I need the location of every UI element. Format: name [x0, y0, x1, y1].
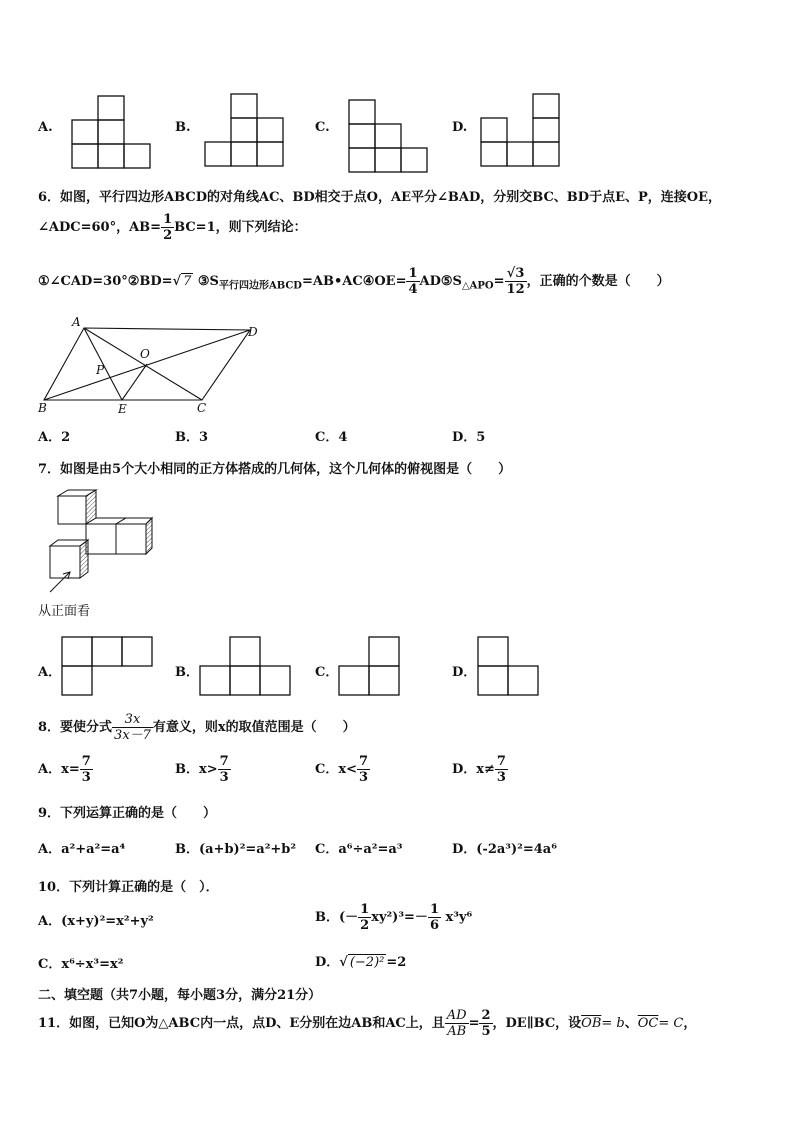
q6-point-o: O [140, 347, 150, 361]
q10-option-b: B．(－ $\frac{1}{2}$ xy²)³=－ $\frac{1}{6}$ x³y⁶ [315, 902, 473, 933]
q9-option-b: B．(a+b)²=a²+b² [175, 842, 297, 857]
q8-stem: 8．要使分式 $\frac{3x}{3x-7}$ 有意义，则x的取值范围是（ ） [38, 712, 356, 743]
q11-stem: 11．如图，已知O为△ABC内一点，点D、E分别在边AB和AC上，且 $\frac{AD}{AB}$ = $\frac{2}{5}$ ，DE∥BC，设$\overline{OB}= b$、$\overline{OC}= C$， [38, 1008, 697, 1039]
q11-vector-oc: $\overline{OC}$ [637, 1016, 659, 1031]
q5-option-a-label: A. [38, 120, 53, 135]
q6-point-p: P [96, 363, 105, 377]
q10-d-radicand: (−2)² [349, 955, 385, 970]
q6-apo-fraction: $\frac{√3}{12}$ [506, 266, 525, 297]
section-2-heading: 二、填空题（共7小题，每小题3分，满分21分） [38, 988, 322, 1003]
q6-conclusion-3: ③S [197, 274, 219, 289]
q9-option-d: D．(-2a³)²=4a⁶ [452, 842, 557, 857]
q6-point-e: E [118, 402, 127, 416]
q6-point-b: B [38, 401, 47, 415]
q11-vector-ob: $\overline{OB}$ [581, 1016, 602, 1031]
q8-option-c: C．x< $\frac{7}{3}$ [315, 754, 369, 785]
q6-ab-fraction: $\frac{1}{2}$ [163, 212, 173, 243]
q6-stem-line1: 6．如图，平行四边形ABCD的对角线AC、BD相交于点O，AE平分∠BAD，分别交BC、BD于点E、P，连接OE， [38, 190, 721, 205]
q7-option-a-figure [61, 636, 155, 700]
q6-s-subscript-abcd: 平行四边形ABCD [218, 280, 302, 292]
q7-option-a-label: A． [38, 665, 62, 680]
q6-line2-text: ∠ADC=60°，AB= [38, 220, 162, 235]
q6-option-b: B．3 [175, 430, 209, 445]
q6-point-a: A [72, 315, 81, 329]
q7-option-d-figure [477, 636, 543, 700]
q7-option-d-label: D． [452, 665, 477, 680]
q6-option-a: A．2 [38, 430, 71, 445]
q10-option-a: A．(x+y)²=x²+y² [38, 914, 154, 929]
q5-option-c-figure [349, 98, 429, 174]
q8-option-a: A．x= $\frac{7}{3}$ [38, 754, 91, 785]
q7-option-c-label: C． [315, 665, 339, 680]
q5-option-c-label: C. [315, 120, 330, 135]
q8-option-d: D．x≠ $\frac{7}{3}$ [452, 754, 506, 785]
q9-option-a: A．a²+a²=a⁴ [38, 842, 126, 857]
q6-option-d: D．5 [452, 430, 486, 445]
q6-line2-tail: BC=1，则下列结论： [174, 220, 307, 235]
q10-stem: 10．下列计算正确的是（ ）． [38, 880, 219, 895]
q6-sqrt-7: 7 [183, 274, 192, 289]
q5-option-a-figure [72, 94, 152, 170]
q5-option-b-figure [205, 92, 285, 170]
q7-option-b-label: B． [175, 665, 199, 680]
q8-fraction: $\frac{3x}{3x-7}$ [114, 712, 151, 743]
q5-option-b-label: B. [175, 120, 191, 135]
q7-cube-solid-figure [40, 488, 160, 598]
q6-s-subscript-apo: △APO [461, 280, 494, 292]
q6-conclusions: ①∠CAD=30°②BD=√ 7 $③S_{平行四边形ABCD}=AB•AC④OE=$ $\frac{1}{4}$ $AD⑤S_{\triangle APO}=$ $\frac{√3}{12}$ ，正确的个数是（ ） [38, 266, 670, 297]
q10-option-d: D．√ (−2)² =2 [315, 955, 407, 970]
q10-option-c: C．x⁶÷x³=x² [38, 957, 124, 972]
q7-stem: 7．如图是由5个大小相同的正方体搭成的几何体，这个几何体的俯视图是（ ） [38, 462, 512, 477]
q6-oe-fraction: $\frac{1}{4}$ [408, 266, 418, 297]
q6-conclusion-4-5: AD⑤S [419, 274, 462, 289]
q9-stem: 9．下列运算正确的是（ ） [38, 806, 217, 821]
q6-conclusion-1-2: ①∠CAD=30°②BD= [38, 274, 173, 289]
q6-parallelogram-figure [34, 314, 264, 418]
q7-view-caption: 从正面看 [38, 604, 91, 619]
q5-option-d-label: D. [452, 120, 468, 135]
q7-option-c-figure [338, 636, 404, 700]
q9-option-c: C．a⁶÷a²=a³ [315, 842, 403, 857]
q6-stem-line2 [38, 212, 307, 243]
q6-option-c: C．4 [315, 430, 348, 445]
q6-question-tail: ，正确的个数是（ ） [526, 274, 670, 289]
q8-option-b: B．x> $\frac{7}{3}$ [175, 754, 229, 785]
q7-option-b-figure [199, 636, 293, 700]
q6-conclusion-3-4: =AB•AC④OE= [301, 274, 407, 289]
q5-option-d-figure [481, 92, 561, 170]
q6-point-d: D [248, 325, 258, 339]
q6-point-c: C [197, 401, 207, 415]
